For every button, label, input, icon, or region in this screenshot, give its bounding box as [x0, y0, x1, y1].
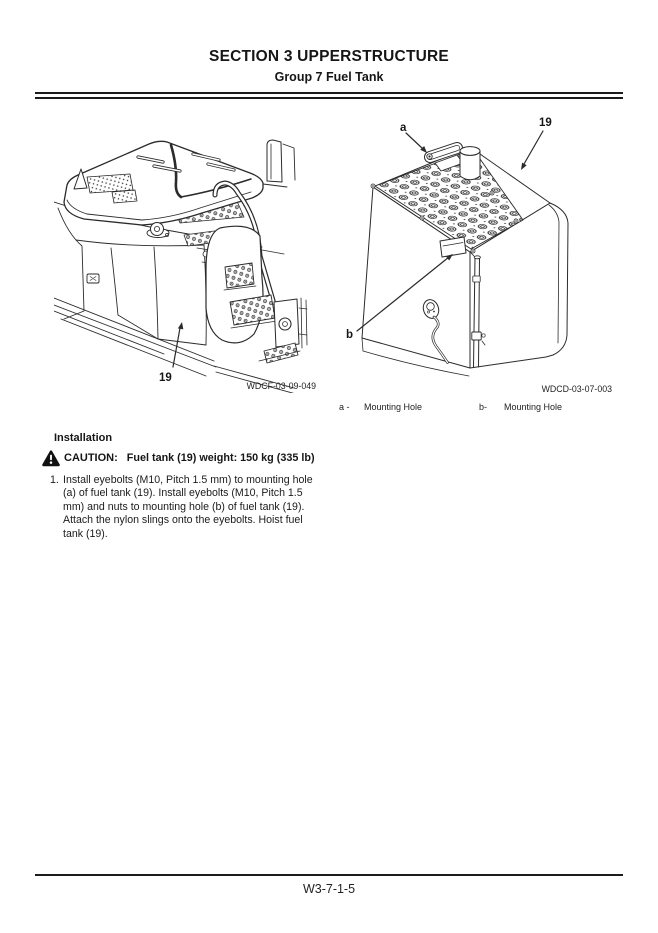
footer-divider — [35, 874, 623, 876]
callout-arrow-19 — [521, 131, 543, 170]
legend-label-a: Mounting Hole — [364, 402, 423, 412]
instruction-step-1 — [50, 474, 320, 541]
caution-note — [42, 450, 342, 467]
fuel-tank-panels — [76, 240, 206, 345]
hood-vent-grille — [87, 174, 133, 193]
legend-label-b: Mounting Hole — [504, 402, 563, 412]
callout-arrow-a — [406, 133, 427, 153]
figure-code-left: WDCF-03-09-049 — [246, 381, 316, 391]
caution-text: Fuel tank (19) weight: 150 kg (335 lb) — [126, 452, 315, 464]
filler-neck — [460, 147, 480, 180]
callout-label-a: a — [400, 122, 407, 134]
step-number: 1. — [50, 474, 59, 486]
page-number: W3-7-1-5 — [302, 882, 356, 896]
legend-key-a: a - — [339, 402, 350, 412]
callout-label-b: b — [346, 329, 354, 341]
callout-label-19: 19 — [539, 117, 552, 129]
figure-upperstructure-drawing — [54, 138, 334, 393]
installation-heading: Installation — [54, 432, 113, 444]
figure-fuel-tank-drawing — [340, 105, 630, 395]
caution-label: CAUTION: — [64, 452, 118, 464]
caution-triangle-icon — [42, 450, 60, 467]
group-title: Group 7 Fuel Tank — [274, 70, 384, 84]
legend-key-b: b- — [479, 402, 488, 412]
callout-label-19: 19 — [159, 372, 172, 384]
step-text: Install eyebolts (M10, Pitch 1.5 mm) to mounting hole (a) of fuel tank (19). Install eyebolts (M10, Pitch 1.5 mm) and nuts to mounting hole (b) of fuel tank (19). Attach the nylon slings onto the eyebolts. Hoist fuel tank (19). — [63, 474, 313, 540]
header-divider — [35, 92, 623, 99]
figure-code-right: WDCD-03-07-003 — [541, 384, 612, 394]
callout-arrow-19 — [173, 322, 183, 367]
section-title: SECTION 3 UPPERSTRUCTURE — [209, 48, 449, 65]
